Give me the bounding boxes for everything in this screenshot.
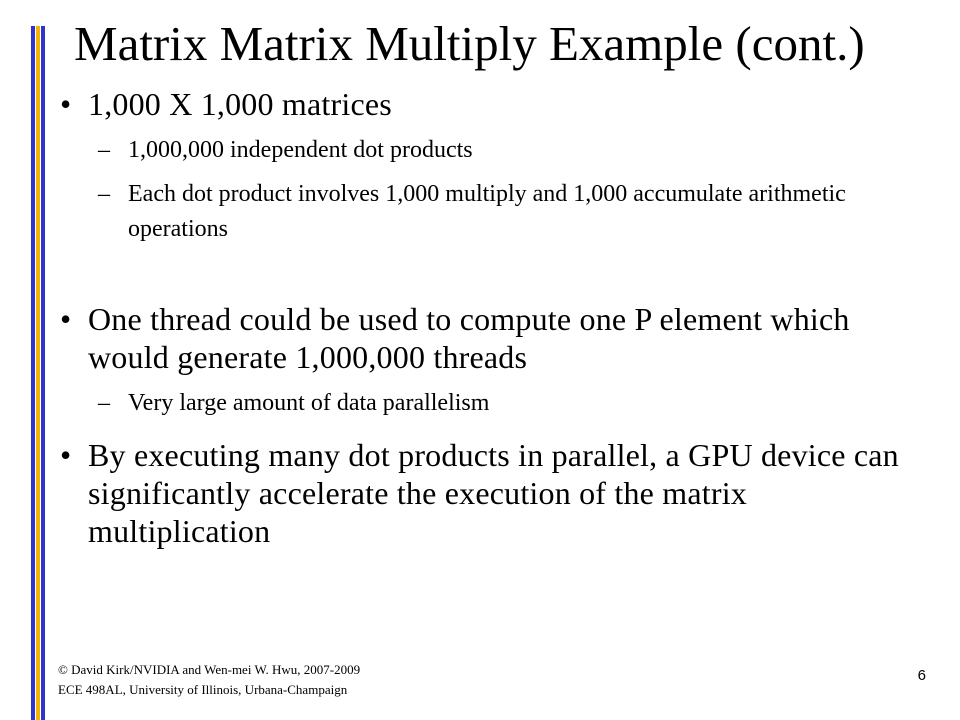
sub-bullet-marker: – <box>98 390 110 416</box>
bullet-marker: • <box>60 86 72 122</box>
slide-content <box>50 85 910 550</box>
bullet-text: 1,000 X 1,000 matrices <box>88 86 392 122</box>
slide-title: Matrix Matrix Multiply Example (cont.) <box>74 16 865 71</box>
course-line: ECE 498AL, University of Illinois, Urbana-Champaign <box>58 682 348 697</box>
sub-bullet-text: Very large amount of data parallelism <box>128 390 490 416</box>
slide-footer <box>58 660 360 700</box>
left-accent-stripe-gold <box>36 26 40 720</box>
page-number: 6 <box>917 667 926 684</box>
left-accent-stripe-blue <box>31 26 35 720</box>
bullet-marker: • <box>60 437 72 473</box>
bullet-item <box>50 300 910 376</box>
copyright-line: © David Kirk/NVIDIA and Wen-mei W. Hwu, 2007-2009 <box>58 662 361 677</box>
sub-bullet-marker: – <box>98 137 110 163</box>
bullet-text: One thread could be used to compute one P element which would generate 1,000,000 threads <box>88 301 850 375</box>
bullet-marker: • <box>60 301 72 337</box>
sub-bullet-item <box>50 386 910 421</box>
bullet-item <box>50 85 910 123</box>
sub-bullet-text: 1,000,000 independent dot products <box>128 137 473 163</box>
sub-bullet-text: Each dot product involves 1,000 multiply and 1,000 accumulate arithmetic operations <box>128 181 846 242</box>
sub-bullet-marker: – <box>98 181 110 207</box>
bullet-item <box>50 436 910 550</box>
sub-bullet-item <box>50 177 910 247</box>
left-accent-stripe-blue-inner <box>41 26 45 720</box>
sub-bullet-item <box>50 133 910 168</box>
bullet-text: By executing many dot products in parallel, a GPU device can significantly accelerate the execution of the matrix multiplication <box>88 437 899 549</box>
